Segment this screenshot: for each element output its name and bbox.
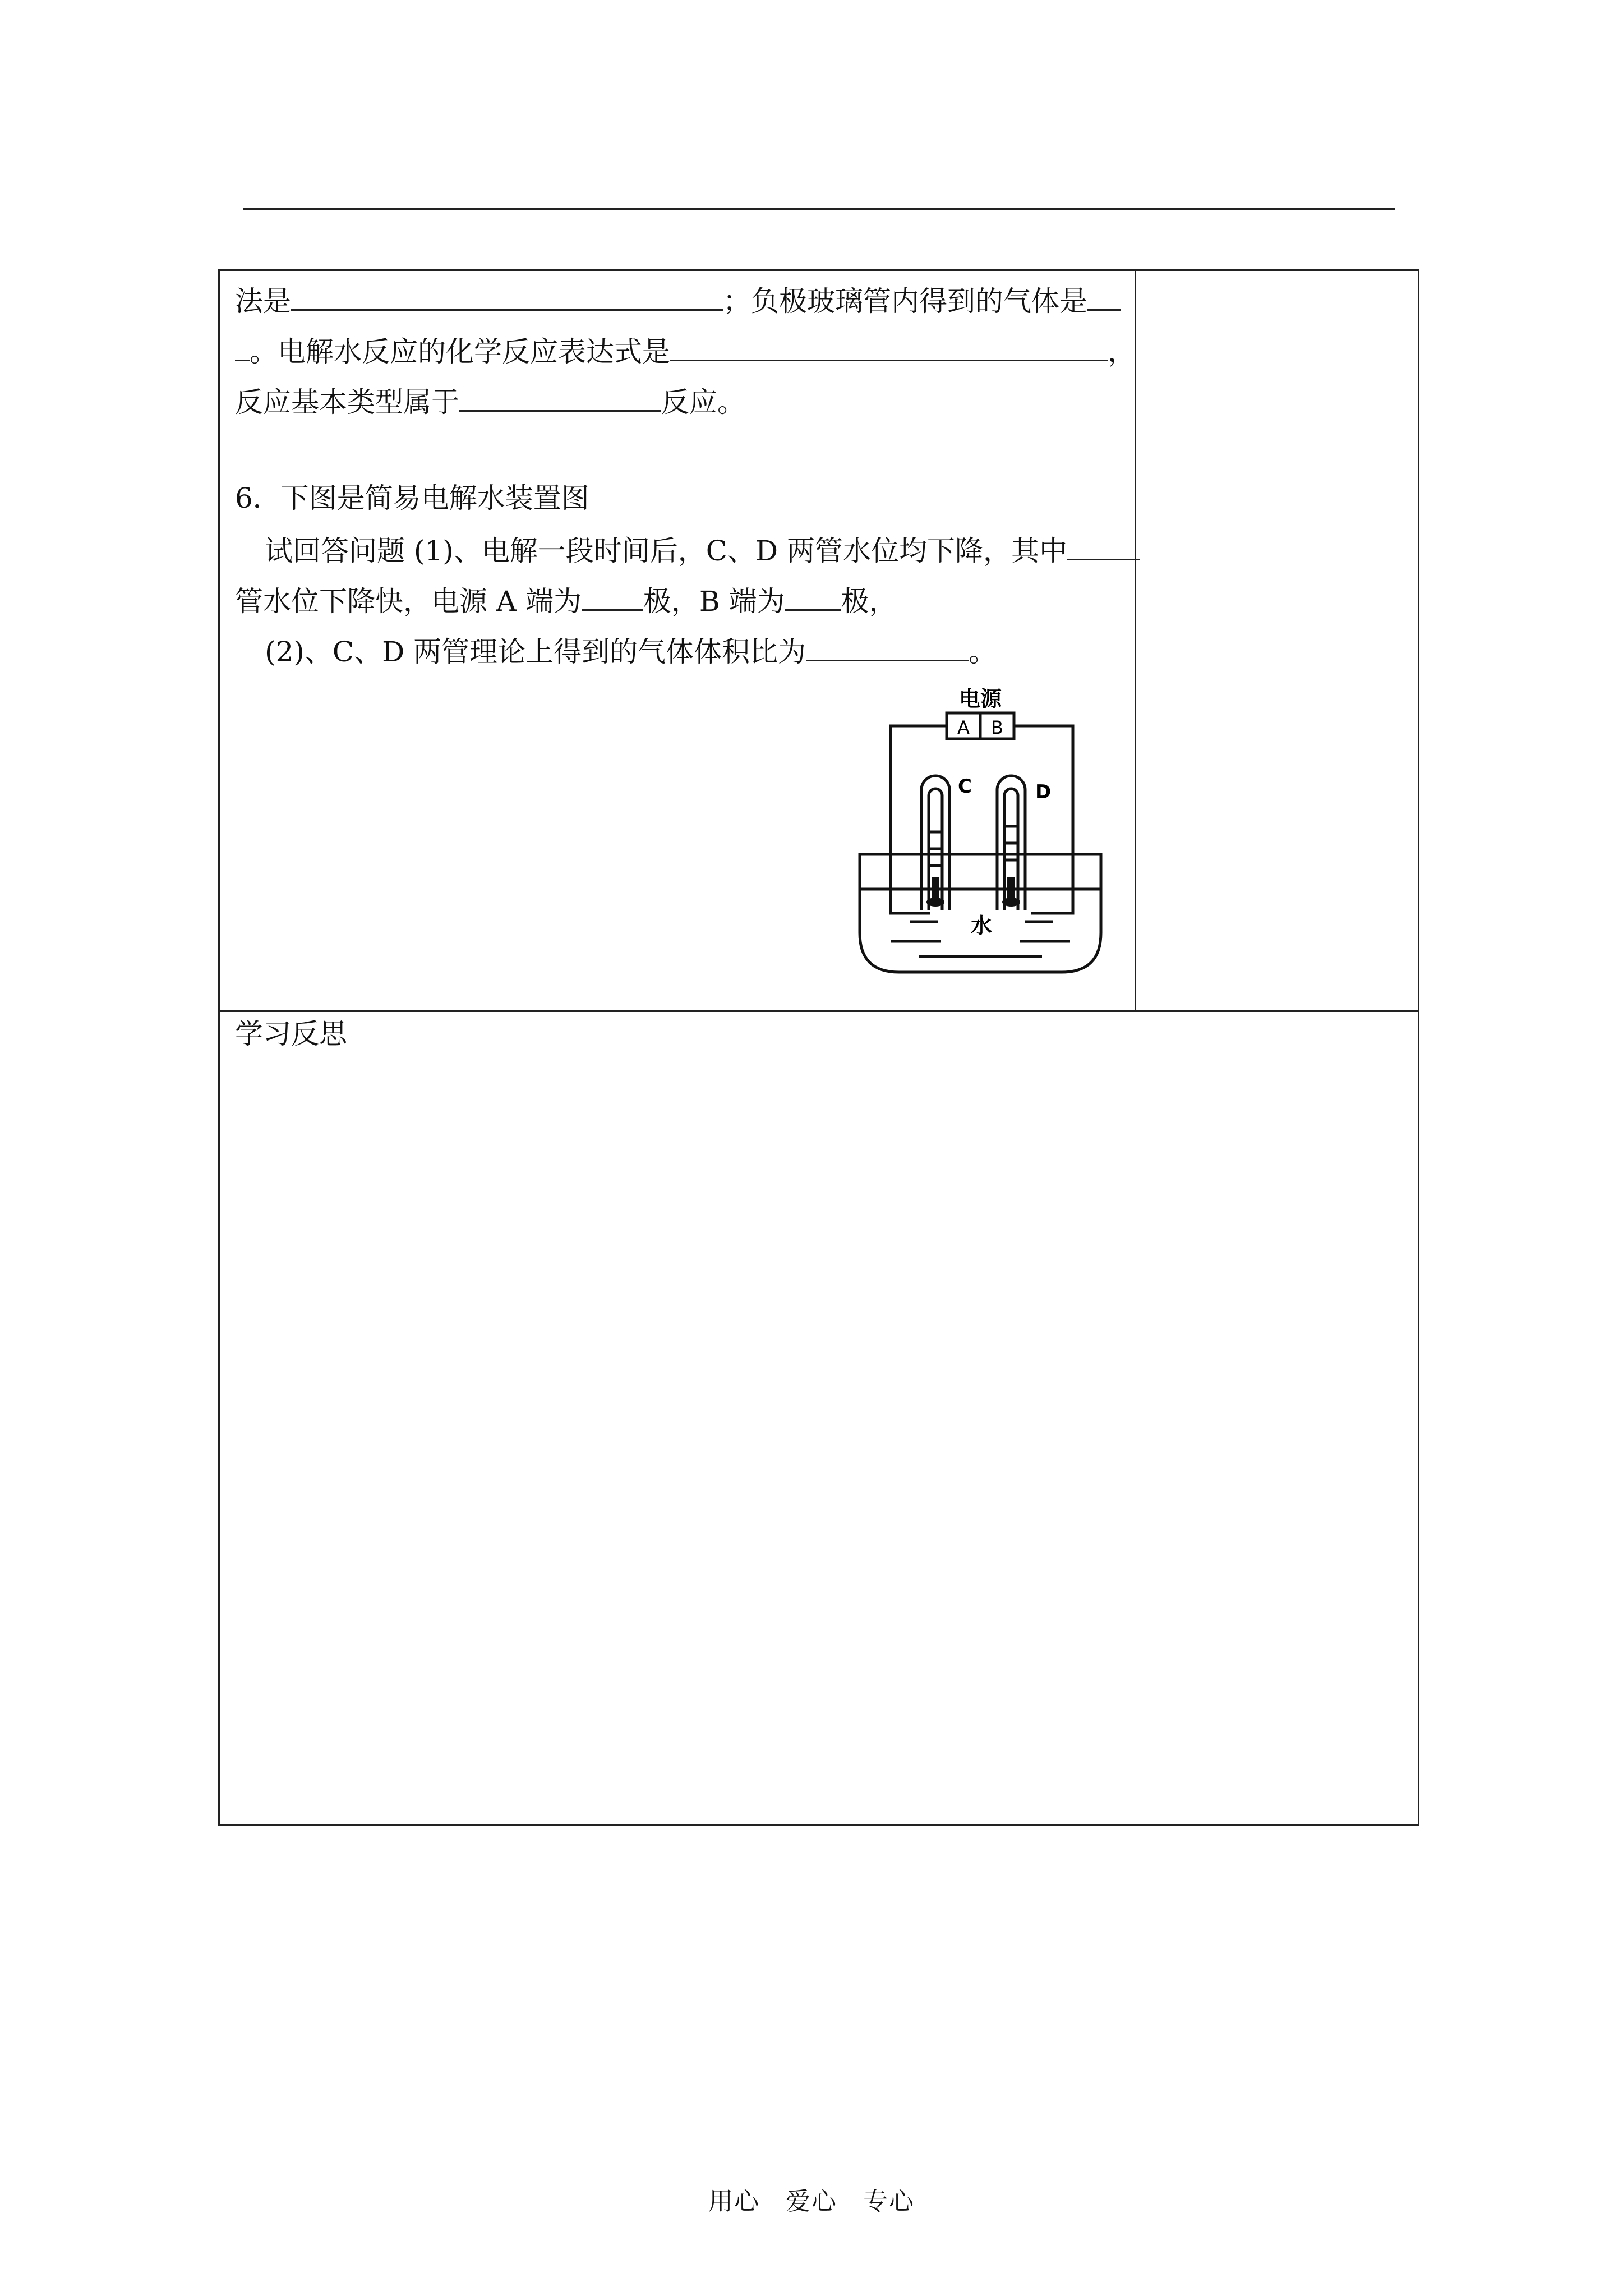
q6-line-1	[265, 532, 1140, 568]
q6-text: 。	[969, 636, 997, 668]
q6-text: 管水位下降快，电源 A 端为	[235, 585, 582, 618]
q6-text: 试回答问题 (1)、电解一段时间后，C、D 两管水位均下降，其中	[265, 535, 1067, 567]
answer-blank[interactable]	[1087, 282, 1121, 311]
terminal-a-label: A	[957, 717, 970, 738]
water-label: 水	[970, 913, 993, 938]
terminal-b-label: B	[991, 717, 1003, 738]
q5-text: 法是	[235, 285, 291, 318]
page-footer: 用心 爱心 专心	[708, 2187, 915, 2216]
q6-text: 极，	[841, 585, 897, 618]
electrolysis-diagram	[857, 686, 1115, 978]
electrode-d	[1007, 877, 1015, 899]
q6-title: 6．下图是简易电解水装置图	[235, 482, 589, 514]
q5-line-3	[235, 383, 745, 419]
answer-blank[interactable]	[235, 333, 250, 361]
reflection-title: 学习反思	[235, 1018, 347, 1050]
q5-line-1	[235, 282, 1121, 318]
wire-right	[1014, 726, 1073, 913]
header-rule	[243, 208, 1395, 210]
q5-line-2	[235, 333, 1136, 369]
question-row	[220, 271, 1418, 1012]
q5-text: ；负极玻璃管内得到的气体是	[723, 285, 1087, 318]
answer-blank[interactable]	[582, 582, 643, 611]
tube-d-label: D	[1035, 781, 1052, 803]
answer-blank[interactable]	[1067, 532, 1140, 560]
answer-blank[interactable]	[806, 633, 969, 661]
q5-text: ，	[1108, 335, 1136, 368]
power-label: 电源	[958, 687, 1002, 711]
q5-text: 反应基本类型属于	[235, 386, 459, 418]
answer-blank[interactable]	[785, 582, 841, 611]
electrode-c	[932, 877, 939, 899]
worksheet-table	[218, 269, 1419, 1826]
q5-text: 。电解水反应的化学反应表达式是	[250, 335, 670, 368]
column-divider	[1135, 271, 1136, 1010]
q6-text: (2)、C、D 两管理论上得到的气体体积比为	[265, 636, 806, 668]
answer-blank[interactable]	[291, 282, 723, 311]
q6-text: 极，B 端为	[643, 585, 785, 618]
q6-line-2	[235, 582, 897, 618]
q6-line-3	[265, 633, 997, 669]
tube-c-label: C	[958, 775, 972, 798]
answer-blank[interactable]	[459, 383, 661, 412]
answer-blank[interactable]	[670, 333, 1108, 361]
q5-text: 反应。	[661, 386, 745, 418]
